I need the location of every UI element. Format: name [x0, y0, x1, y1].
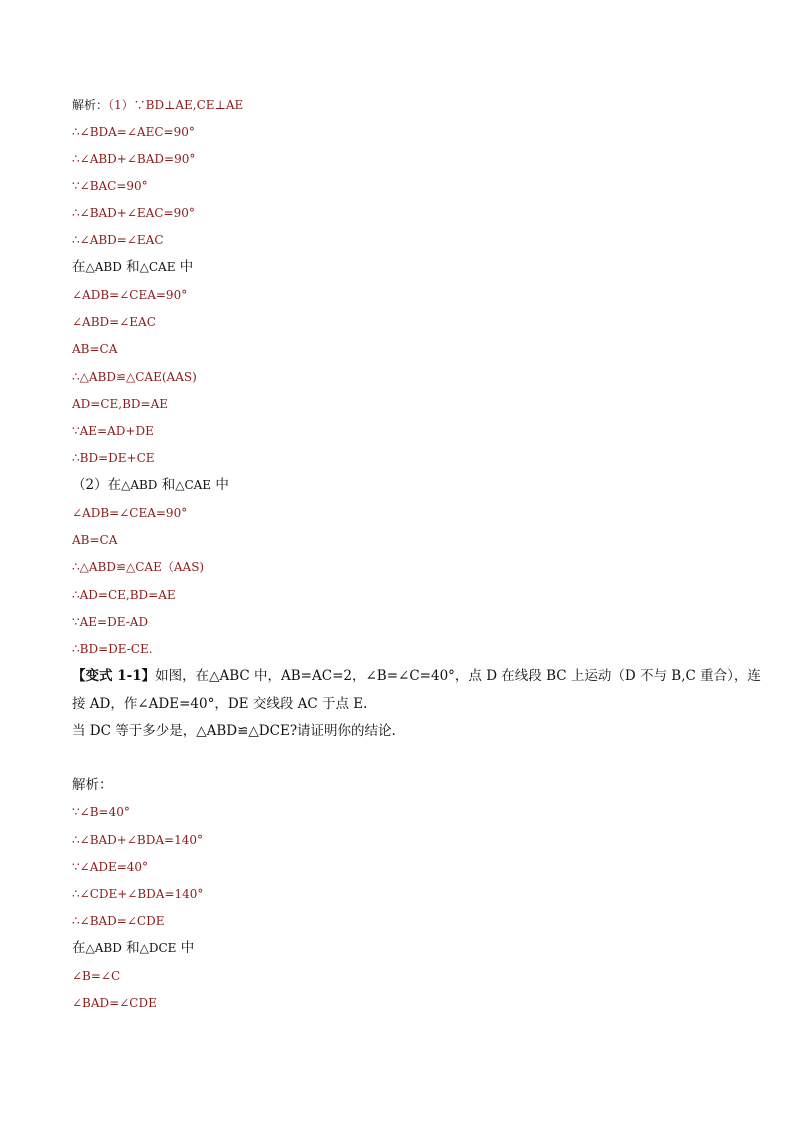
- proof-line: ∴∠BAD=∠CDE: [72, 914, 165, 928]
- intro-prefix: 在: [72, 259, 86, 275]
- proof-line: ∵∠BAC=90°: [72, 179, 148, 193]
- triangle-label: △ABD: [85, 941, 122, 955]
- triangle-intro-3: [72, 940, 194, 956]
- proof-line: ∴AD=CE,BD=AE: [72, 588, 176, 602]
- triangle-label: △ABD: [85, 260, 122, 274]
- intro-and: 和: [161, 477, 176, 493]
- intro-suffix: 中: [180, 940, 195, 956]
- proof-line: AB=CA: [72, 342, 118, 356]
- triangle-label: △CAE: [139, 260, 176, 274]
- solution-heading-3: 解析：: [72, 777, 113, 793]
- proof-line: ∴∠BAD+∠BDA=140°: [72, 833, 203, 847]
- proof-line: ∠ADB=∠CEA=90°: [72, 506, 188, 520]
- triangle-intro-1: [72, 259, 193, 275]
- proof-line: ∴∠CDE+∠BDA=140°: [72, 887, 204, 901]
- variant-tag: 【变式 1-1】: [72, 668, 156, 684]
- proof-line: ∵∠ADE=40°: [72, 860, 149, 874]
- variant-text: 如图，在△ABC 中，AB=AC=2，∠B=∠C=40°，点 D 在线段 BC 上运动（D 不与 B,C 重合），连: [155, 668, 761, 684]
- proof-line: ∠ADB=∠CEA=90°: [72, 288, 188, 302]
- solution-part-1-intro: （1）∵BD⊥AE,CE⊥AE: [108, 98, 244, 112]
- variant-problem-line-3: 当 DC 等于多少是，△ABD≌△DCE?请证明你的结论.: [72, 723, 396, 739]
- proof-line: ∴∠ABD=∠EAC: [72, 233, 164, 247]
- proof-line: ∴∠BDA=∠AEC=90°: [72, 125, 195, 139]
- triangle-label: △DCE: [139, 941, 177, 955]
- proof-line: ∵∠B=40°: [72, 805, 130, 819]
- proof-line: ∠B=∠C: [72, 969, 121, 983]
- proof-line: ∵AE=AD+DE: [72, 424, 154, 438]
- intro-suffix: 中: [215, 477, 229, 493]
- intro-and: 和: [126, 940, 140, 956]
- variant-problem-line-1: [72, 668, 761, 684]
- variant-problem-line-2: 接 AD，作∠ADE=40°，DE 交线段 AC 于点 E.: [72, 696, 368, 712]
- proof-line: ∠BAD=∠CDE: [72, 996, 157, 1010]
- solution-part-2-intro: [72, 477, 229, 493]
- solution-heading-1: [72, 97, 243, 113]
- proof-line: ∴∠ABD+∠BAD=90°: [72, 152, 196, 166]
- intro-suffix: 中: [179, 259, 194, 275]
- proof-line: ∴BD=DE-CE.: [72, 642, 153, 656]
- proof-line: ∴BD=DE+CE: [72, 451, 155, 465]
- solution-label: 解析：: [72, 98, 109, 112]
- proof-line: AD=CE,BD=AE: [72, 397, 169, 411]
- triangle-label: △ABD: [121, 478, 158, 492]
- triangle-label: △CAE: [175, 478, 212, 492]
- proof-line: ∵AE=DE-AD: [72, 615, 149, 629]
- proof-line: ∴∠BAD+∠EAC=90°: [72, 206, 195, 220]
- proof-line: ∴△ABD≌△CAE（AAS): [72, 560, 205, 574]
- intro-prefix: （2）在: [72, 477, 122, 493]
- proof-line: AB=CA: [72, 533, 118, 547]
- intro-prefix: 在: [72, 940, 86, 956]
- intro-and: 和: [126, 259, 140, 275]
- proof-line: ∠ABD=∠EAC: [72, 315, 156, 329]
- proof-line: ∴△ABD≌△CAE(AAS): [72, 370, 197, 384]
